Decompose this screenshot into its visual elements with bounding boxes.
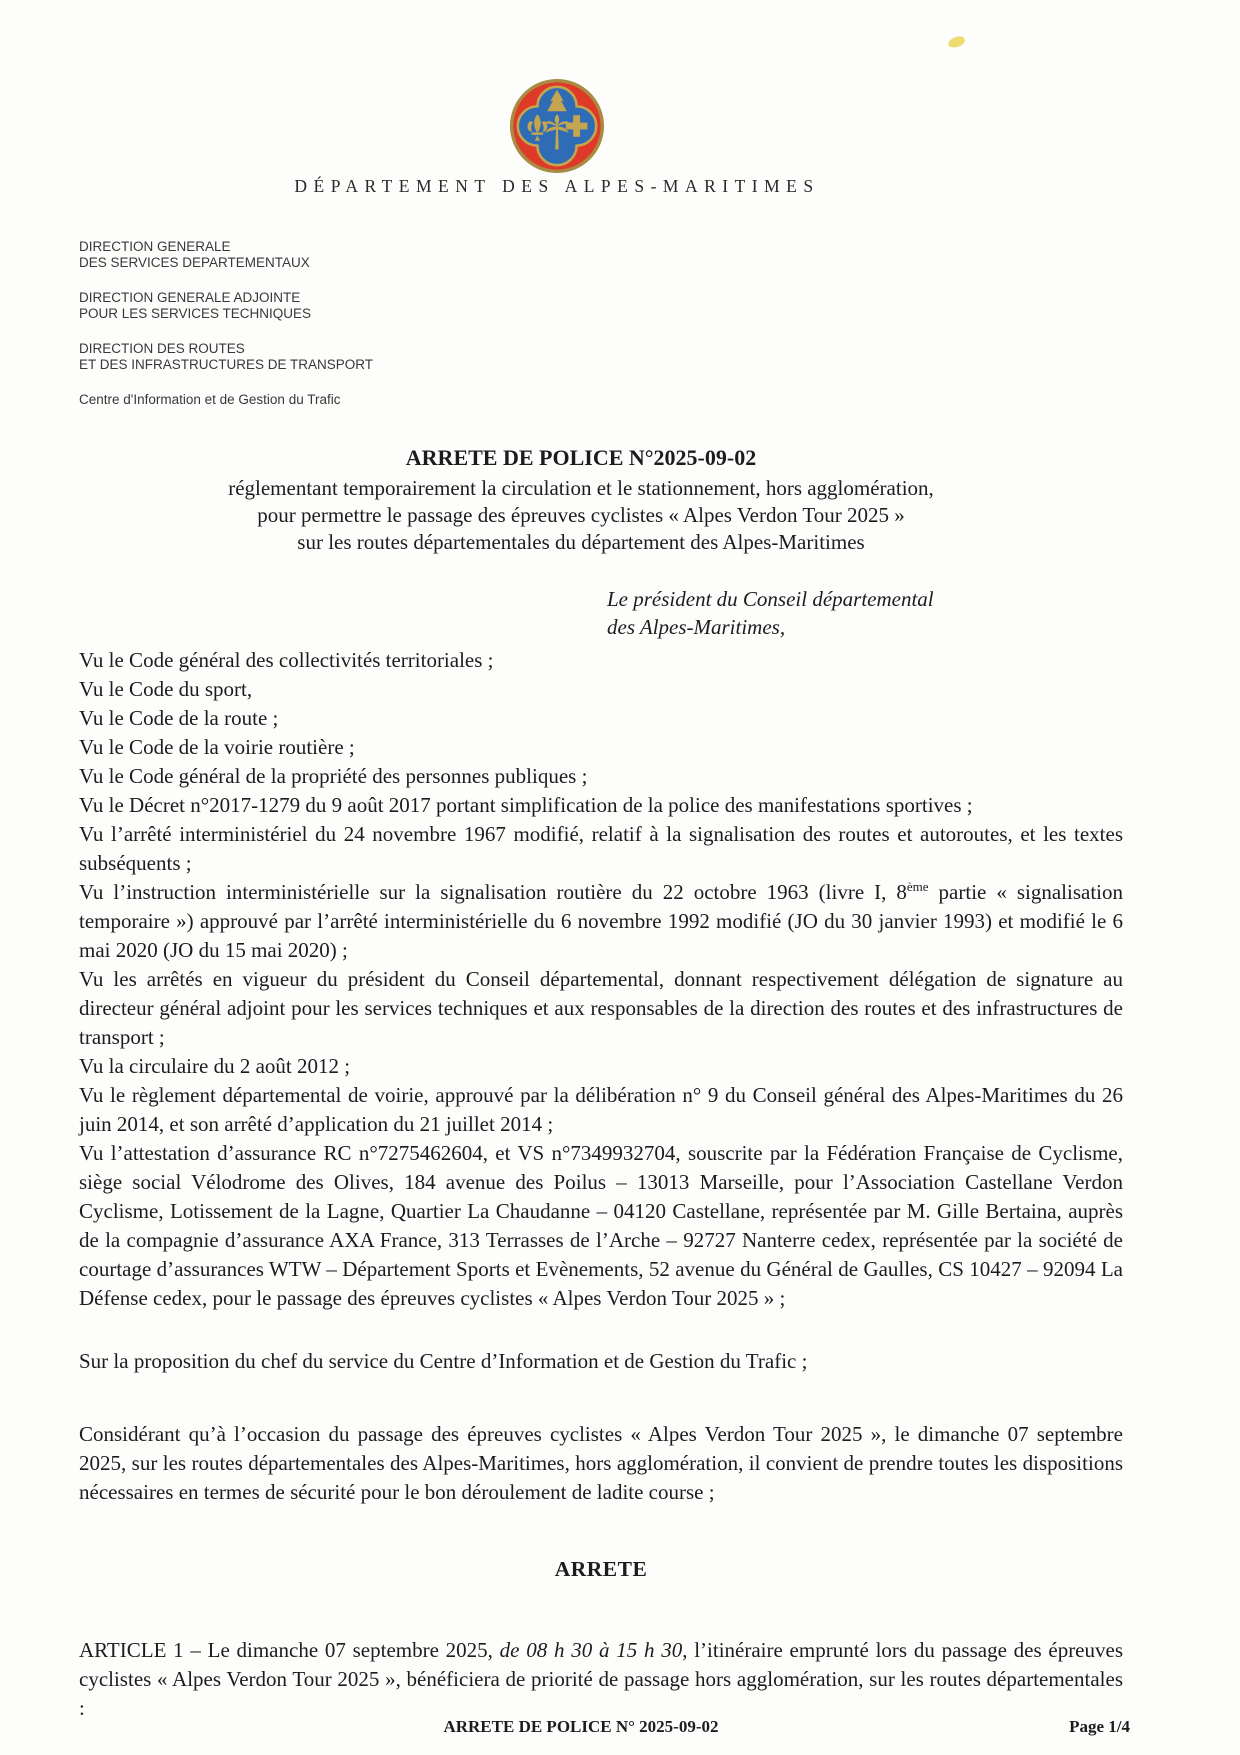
salutation bbox=[607, 585, 934, 641]
department-line: DIRECTION GENERALE bbox=[79, 239, 231, 254]
considerant-paragraph: Considérant qu’à l’occasion du passage des épreuves cyclistes « Alpes Verdon Tour 2025 », le dimanche 07 septembre 2025, sur les routes départementales des Alpes-Maritimes, hors agglomération, il convient de prendre toutes les dispositions nécessaires en termes de sécurité pour le bon déroulement de ladite course ; bbox=[79, 1422, 1123, 1504]
page-footer bbox=[79, 1717, 1130, 1737]
text-line: Le président du Conseil départemental bbox=[607, 587, 934, 611]
text-run: Vu le Code de la route ; bbox=[79, 706, 279, 730]
department-block bbox=[79, 290, 373, 321]
text-run: Vu les arrêtés en vigueur du président du Conseil départemental, donnant respectivement délégation de signature au directeur général adjoint pour les services techniques et aux responsables de la direction des routes et des infrastructures de transport ; bbox=[79, 967, 1123, 1049]
vu-paragraph bbox=[79, 675, 1123, 704]
text-run: Vu le Code de la voirie routière ; bbox=[79, 735, 355, 759]
text-run: Vu la circulaire du 2 août 2012 ; bbox=[79, 1054, 351, 1078]
proposition-paragraph: Sur la proposition du chef du service du Centre d’Information et de Gestion du Trafic ; bbox=[79, 1349, 808, 1373]
department-line: DIRECTION DES ROUTES bbox=[79, 341, 245, 356]
vu-paragraph bbox=[79, 820, 1123, 878]
vu-paragraph bbox=[79, 791, 1123, 820]
vu-paragraph bbox=[79, 965, 1123, 1052]
text-run: Vu le Code du sport, bbox=[79, 677, 253, 701]
text-run: Vu le Décret n°2017-1279 du 9 août 2017 portant simplification de la police des manifestations sportives ; bbox=[79, 793, 973, 817]
text-run: Vu l’arrêté interministériel du 24 novembre 1967 modifié, relatif à la signalisation des routes et autoroutes, et les textes subséquents ; bbox=[79, 822, 1123, 875]
body-text bbox=[79, 646, 1123, 1723]
vu-paragraph bbox=[79, 646, 1123, 675]
text-run: partie « signalisation temporaire ») approuvé par l’arrêté interministérielle du 6 novembre 1992 modifié (JO du 30 janvier 1993) et modifié le 6 mai 2020 (JO du 15 mai 2020) ; bbox=[79, 880, 1123, 962]
footer-title: ARRETE DE POLICE N° 2025-09-02 bbox=[443, 1717, 719, 1736]
text-run: ARTICLE 1 – Le dimanche 07 septembre 2025, bbox=[79, 1638, 500, 1662]
article-1-paragraph bbox=[79, 1636, 1123, 1723]
text-line: sur les routes départementales du département des Alpes-Maritimes bbox=[297, 530, 865, 554]
vu-paragraph bbox=[79, 704, 1123, 733]
text-run: Vu l’instruction interministérielle sur la signalisation routière du 22 octobre 1963 (livre I, 8 bbox=[79, 880, 907, 904]
page-number: Page 1/4 bbox=[1069, 1717, 1130, 1736]
department-block bbox=[79, 239, 373, 270]
text-run: , l’itinéraire emprunté lors du passage des épreuves cyclistes « Alpes Verdon Tour 2025 », bénéficiera de priorité de passage hors agglomération, sur les routes départementales : bbox=[79, 1638, 1123, 1720]
department-blocks bbox=[79, 239, 373, 428]
text-run: Vu le Code général des collectivités territoriales ; bbox=[79, 648, 494, 672]
vu-paragraph bbox=[79, 733, 1123, 762]
arrete-heading: ARRETE bbox=[554, 1557, 648, 1581]
vu-paragraph bbox=[79, 762, 1123, 791]
text-run: ème bbox=[906, 879, 929, 894]
text-run: de 08 h 30 à 15 h 30 bbox=[499, 1638, 683, 1662]
department-line: DIRECTION GENERALE ADJOINTE bbox=[79, 290, 301, 305]
text-run: Vu le règlement départemental de voirie, approuvé par la délibération n° 9 du Conseil général des Alpes-Maritimes du 26 juin 2014, et son arrêté d’application du 21 juillet 2014 ; bbox=[79, 1083, 1123, 1136]
vu-paragraphs bbox=[79, 646, 1123, 1313]
department-line: DES SERVICES DEPARTEMENTAUX bbox=[79, 254, 310, 270]
department-line: Centre d'Information et de Gestion du Trafic bbox=[79, 392, 341, 407]
department-line: ET DES INFRASTRUCTURES DE TRANSPORT bbox=[79, 356, 374, 372]
vu-paragraph bbox=[79, 1052, 1123, 1081]
document-subtitle bbox=[79, 475, 1083, 556]
org-name: DÉPARTEMENT DES ALPES-MARITIMES bbox=[294, 176, 820, 196]
text-line: réglementant temporairement la circulation et le stationnement, hors agglomération, bbox=[228, 476, 934, 500]
vu-paragraph bbox=[79, 1081, 1123, 1139]
scan-artifact bbox=[947, 35, 966, 49]
vu-paragraph bbox=[79, 1139, 1123, 1313]
vu-paragraph bbox=[79, 878, 1123, 965]
department-block bbox=[79, 341, 373, 372]
title-block bbox=[79, 444, 1083, 556]
logo bbox=[0, 77, 1114, 175]
department-emblem bbox=[508, 77, 606, 175]
document-title: ARRETE DE POLICE N°2025-09-02 bbox=[405, 445, 757, 470]
department-block bbox=[79, 392, 373, 408]
text-line: pour permettre le passage des épreuves cyclistes « Alpes Verdon Tour 2025 » bbox=[257, 503, 905, 527]
text-line: des Alpes-Maritimes, bbox=[607, 615, 786, 639]
text-run: Vu le Code général de la propriété des personnes publiques ; bbox=[79, 764, 588, 788]
text-run: Vu l’attestation d’assurance RC n°7275462604, et VS n°7349932704, souscrite par la Fédération Française de Cyclisme, siège social Vélodrome des Olives, 184 avenue des Poilus – 13013 Marseille, pour l’Association Castellane Verdon Cyclisme, Lotissement de la Lagne, Quartier La Chaudanne – 04120 Castellane, représentée par M. Gille Bertaina, auprès de la compagnie d’assurance AXA France, 313 Terrasses de l’Arche – 92727 Nanterre cedex, représentée par la société de courtage d’assurances WTW – Département Sports et Evènements, 52 avenue du Général de Gaulles, CS 10427 – 92094 La Défense cedex, pour le passage des épreuves cyclistes « Alpes Verdon Tour 2025 » ; bbox=[79, 1141, 1123, 1310]
department-line: POUR LES SERVICES TECHNIQUES bbox=[79, 305, 312, 321]
